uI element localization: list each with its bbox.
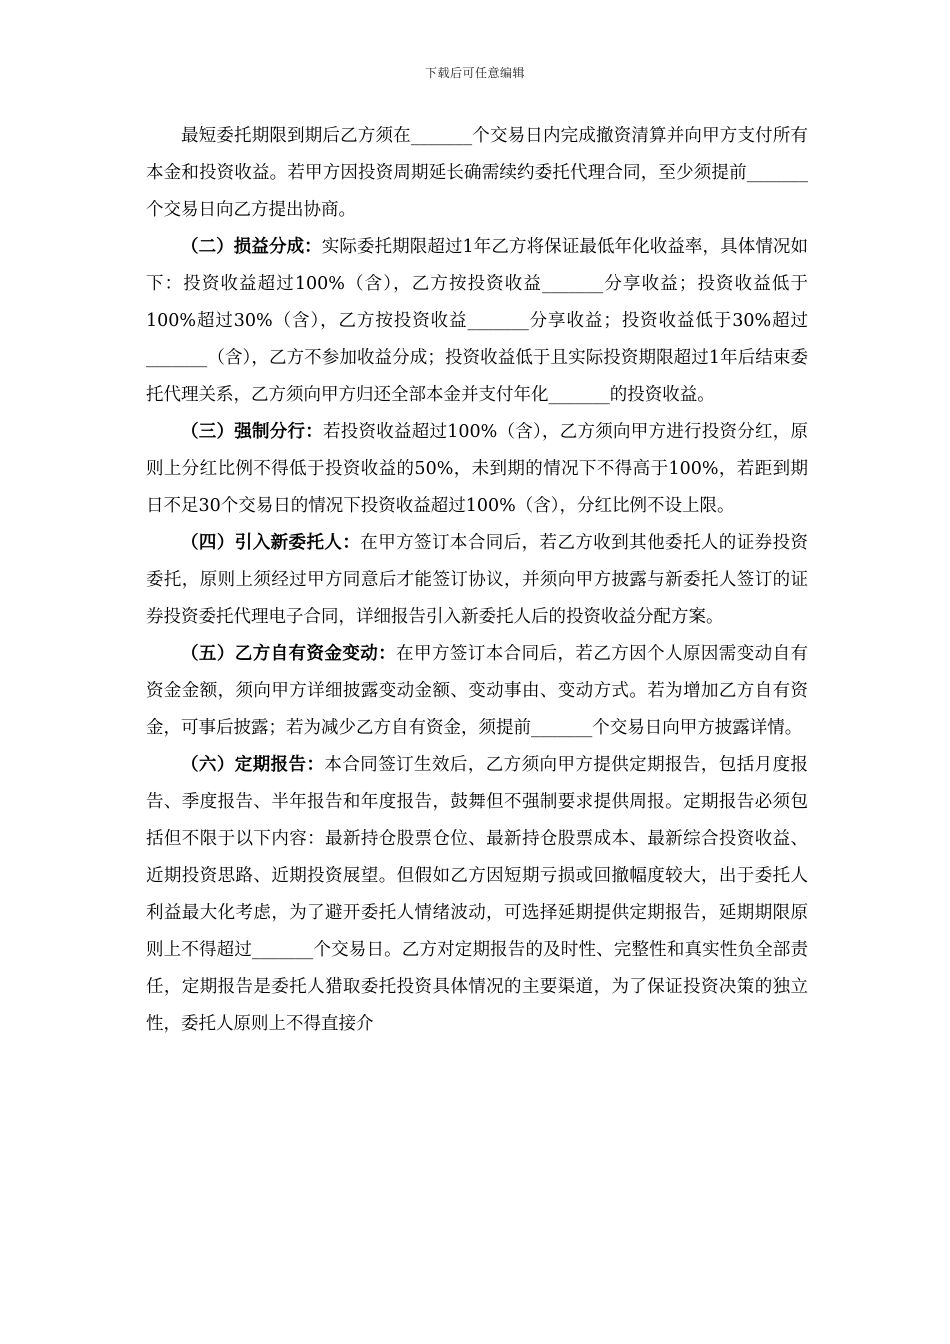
paragraph-heading: （五）乙方自有资金变动：: [181, 644, 397, 664]
document-body: [146, 118, 808, 1043]
paragraph-text: 在甲方签订本合同后，若乙方因个人原因需变动自有资金金额，须向甲方详细披露变动金额、变动事由、变动方式。若为增加乙方自有资金，可事后披露；若为减少乙方自有资金，须提前_______个交易日向甲方披露详情。: [146, 644, 809, 738]
paragraph-mandatory-dividend: [146, 414, 808, 525]
paragraph-profit-sharing: [146, 229, 808, 414]
paragraph-text: 最短委托期限到期后乙方须在_______个交易日内完成撤资清算并向甲方支付所有本金和投资收益。若甲方因投资周期延长确需续约委托代理合同，至少须提前_______个交易日向乙方提出协商。: [146, 126, 808, 220]
paragraph-heading: （二）损益分成：: [181, 237, 322, 257]
paragraph-text: 若投资收益超过100%（含），乙方须向甲方进行投资分红，原则上分红比例不得低于投资收益的50%，未到期的情况下不得高于100%，若距到期日不足30个交易日的情况下投资收益超过100%（含），分红比例不设上限。: [146, 422, 809, 516]
paragraph-own-funds: [146, 636, 808, 747]
paragraph-heading: （三）强制分行：: [181, 422, 323, 442]
paragraph-text: 在甲方签订本合同后，若乙方收到其他委托人的证券投资委托，原则上须经过甲方同意后才能签订协议，并须向甲方披露与新委托人签订的证券投资委托代理电子合同，详细报告引入新委托人后的投资收益分配方案。: [146, 533, 808, 627]
paragraph-heading: （四）引入新委托人：: [181, 533, 361, 553]
paragraph-periodic-report: [146, 747, 808, 1043]
paragraph-text: 实际委托期限超过1年乙方将保证最低年化收益率，具体情况如下：投资收益超过100%（含），乙方按投资收益_______分享收益；投资收益低于100%超过30%（含），乙方按投资收益_______分享收益；投资收益低于30%超过_______（含），乙方不参加收益分成；投资收益低于且实际投资期限超过1年后结束委托代理关系，乙方须向甲方归还全部本金并支付年化_______的投资收益。: [146, 237, 809, 405]
paragraph-withdrawal: [146, 118, 808, 229]
paragraph-heading: （六）定期报告：: [181, 755, 325, 775]
page-header: 下载后可任意编辑: [424, 66, 525, 80]
paragraph-text: 本合同签订生效后，乙方须向甲方提供定期报告，包括月度报告、季度报告、半年报告和年度报告，鼓舞但不强制要求提供周报。定期报告必须包括但不限于以下内容：最新持仓股票仓位、最新持仓股票成本、最新综合投资收益、近期投资思路、近期投资展望。但假如乙方因短期亏损或回撤幅度较大，出于委托人利益最大化考虑，为了避开委托人情绪波动，可选择延期提供定期报告，延期期限原则上不得超过_______个交易日。乙方对定期报告的及时性、完整性和真实性负全部责任，定期报告是委托人猎取委托投资具体情况的主要渠道，为了保证投资决策的独立性，委托人原则上不得直接介: [146, 755, 809, 1034]
paragraph-new-principal: [146, 525, 808, 636]
